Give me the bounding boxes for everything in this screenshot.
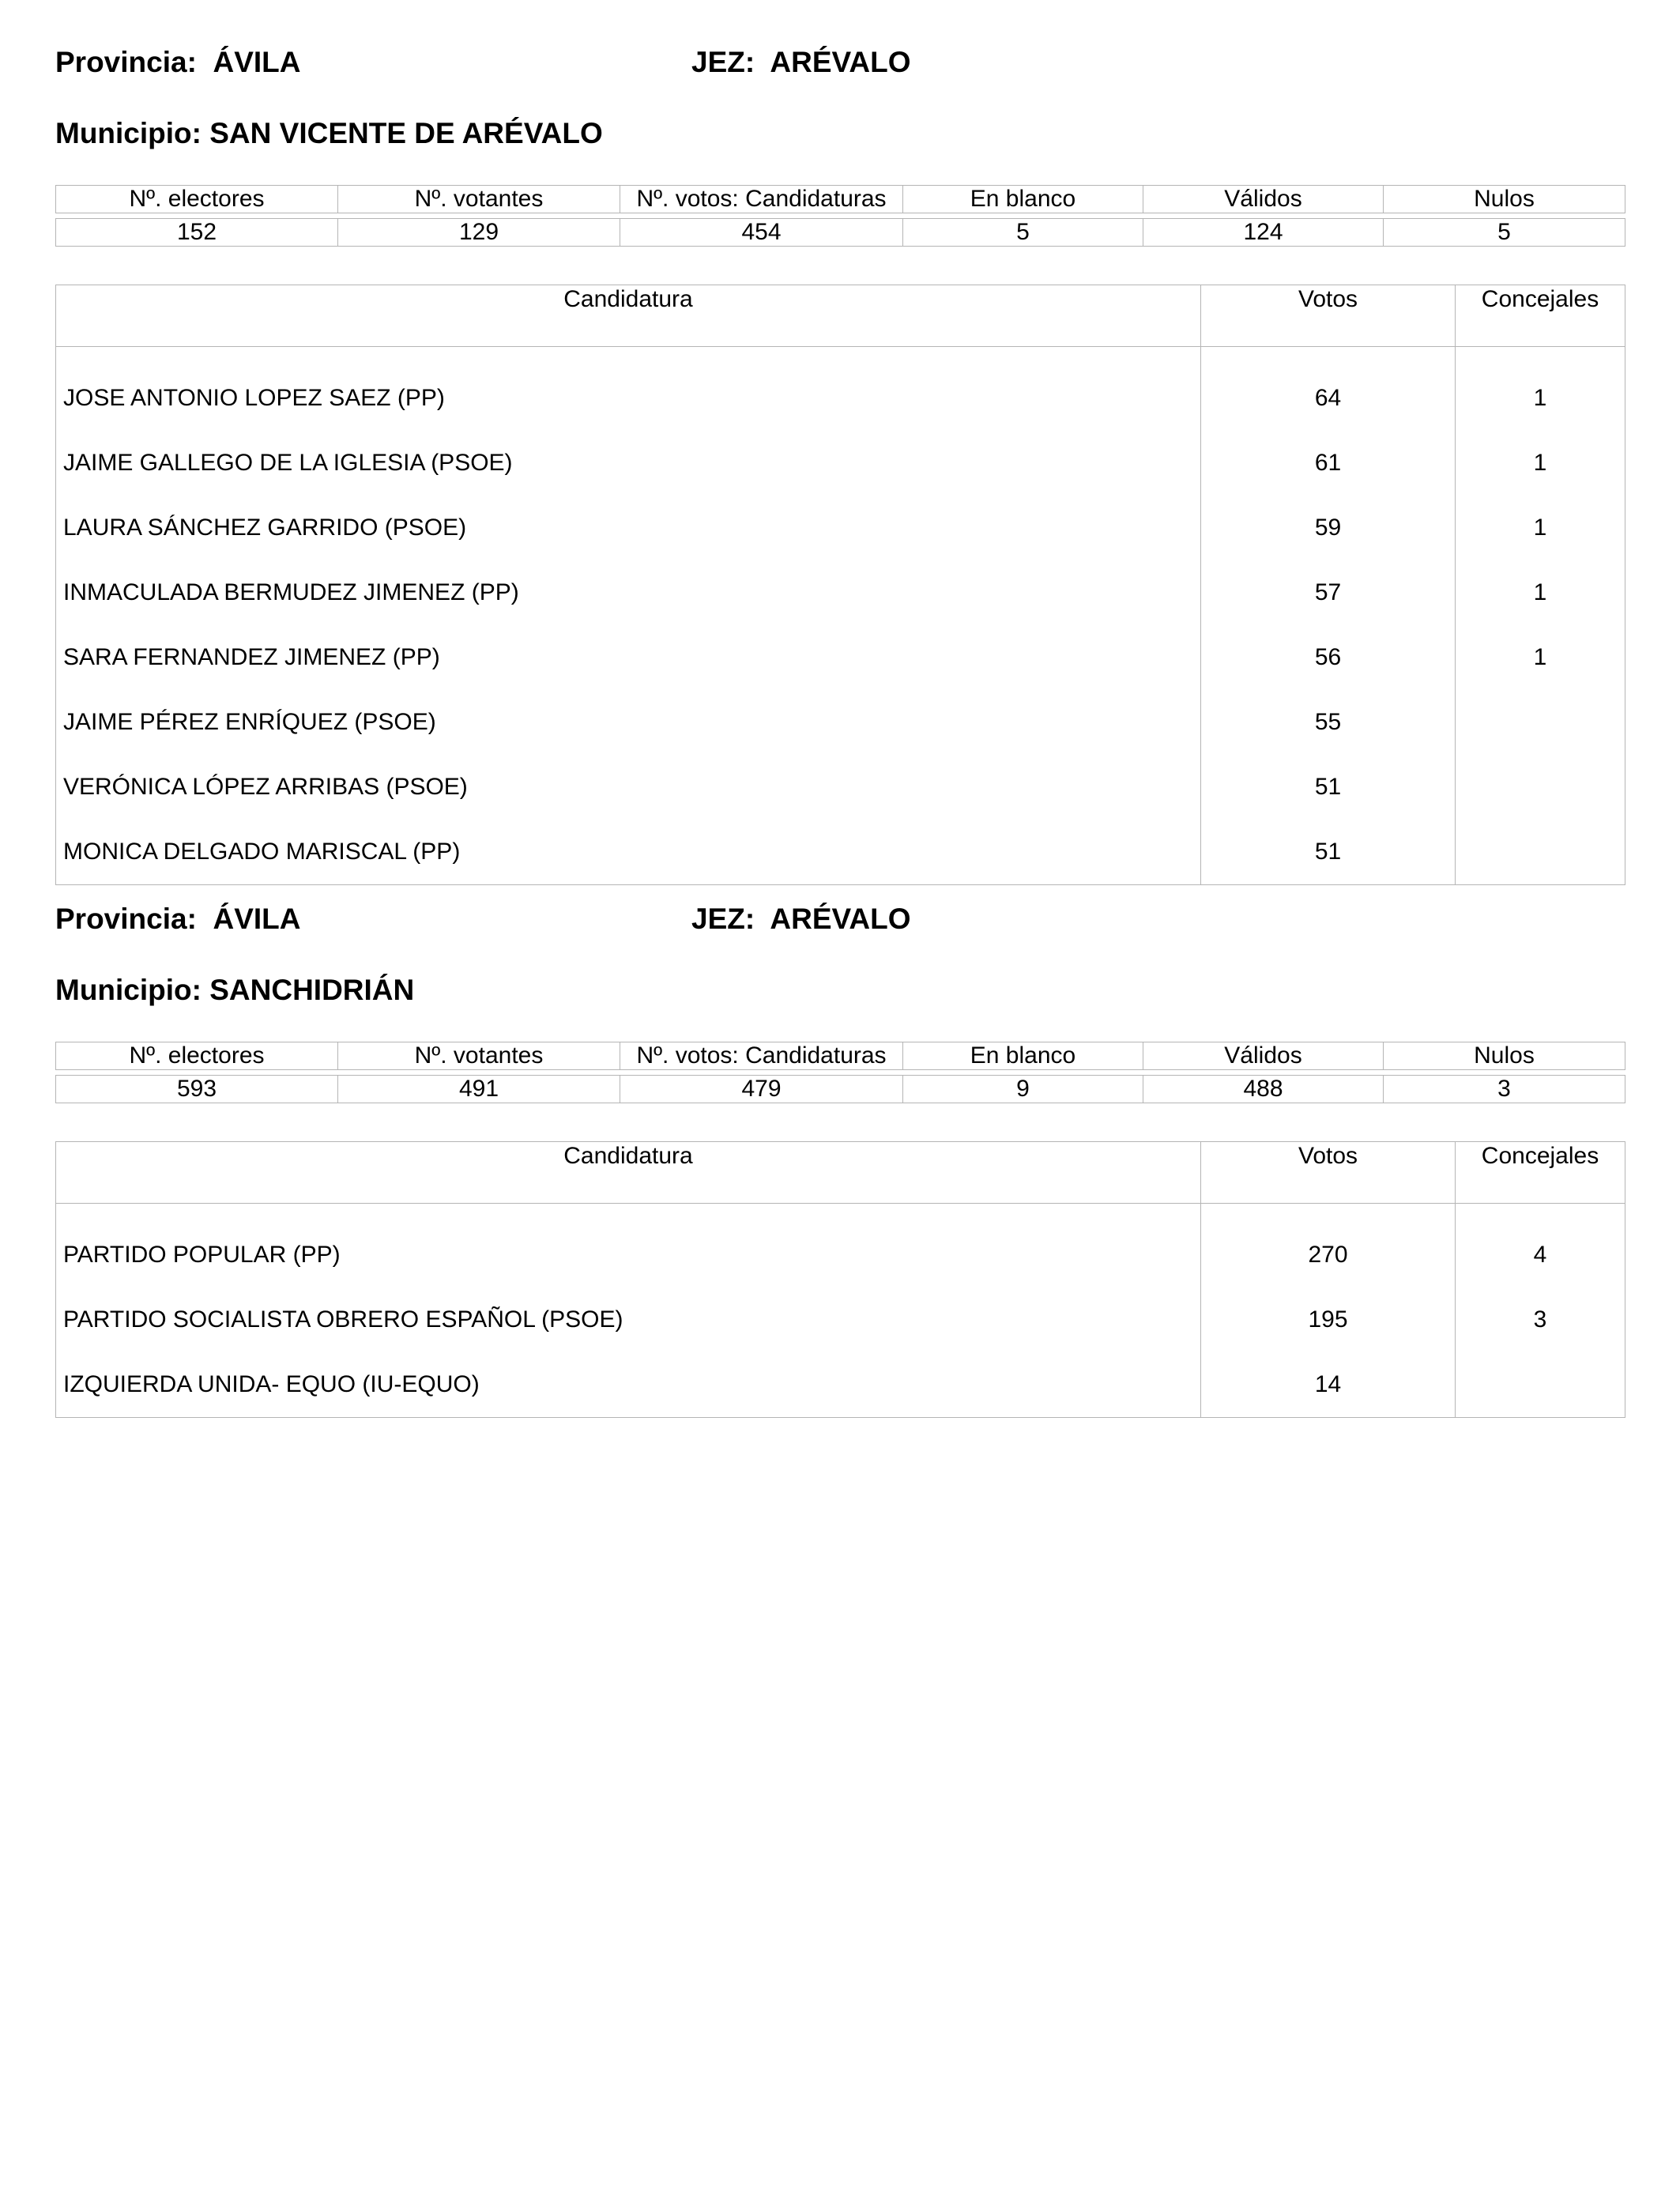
candidate-row: [56, 690, 1625, 755]
stats-header-cell: Nº. votos: Candidaturas: [620, 186, 903, 213]
candidate-name: SARA FERNANDEZ JIMENEZ (PP): [56, 625, 1201, 690]
stats-header-row: [56, 186, 1625, 213]
candidate-concejales: [1456, 820, 1625, 885]
candidatura-header: Candidatura: [56, 1142, 1201, 1204]
votos-header: Votos: [1201, 285, 1456, 347]
stats-header-cell: Nº. votantes: [338, 1042, 620, 1070]
candidate-row: [56, 431, 1625, 496]
provincia-heading: [55, 903, 300, 936]
candidate-name: MONICA DELGADO MARISCAL (PP): [56, 820, 1201, 885]
votos-header: Votos: [1201, 1142, 1456, 1204]
candidate-row: [56, 560, 1625, 625]
jez-heading: [691, 46, 911, 79]
stats-value-cell: 5: [903, 219, 1143, 247]
candidates-header-row: [56, 285, 1625, 347]
stats-header-cell: Nº. votantes: [338, 186, 620, 213]
candidate-votos: 64: [1201, 366, 1456, 431]
candidatura-header: Candidatura: [56, 285, 1201, 347]
candidate-votos: 14: [1201, 1352, 1456, 1418]
stats-table: [55, 1042, 1625, 1103]
municipio-label: Municipio:: [55, 117, 202, 149]
jez-heading: [691, 903, 911, 936]
stats-header-row: [56, 1042, 1625, 1070]
candidates-table: [55, 1141, 1625, 1418]
header-line: [55, 903, 1625, 950]
jez-value: ARÉVALO: [770, 903, 911, 935]
candidate-concejales: 1: [1533, 385, 1547, 411]
municipio-label: Municipio:: [55, 974, 202, 1006]
candidate-votos: 55: [1201, 690, 1456, 755]
provincia-label: Provincia:: [55, 46, 197, 78]
stats-value-cell: 9: [903, 1076, 1143, 1103]
candidate-concejales: 1: [1533, 644, 1547, 670]
candidate-row: [56, 1352, 1625, 1418]
stats-header-cell: En blanco: [903, 186, 1143, 213]
stats-value-row: [56, 219, 1625, 247]
municipio-value: SANCHIDRIÁN: [209, 974, 415, 1006]
candidate-votos: 61: [1201, 431, 1456, 496]
candidate-row: [56, 625, 1625, 690]
candidates-header-row: [56, 1142, 1625, 1204]
candidate-name: JAIME PÉREZ ENRÍQUEZ (PSOE): [56, 690, 1201, 755]
stats-value-row: [56, 1076, 1625, 1103]
candidate-votos: 270: [1201, 1223, 1456, 1287]
stats-header-cell: En blanco: [903, 1042, 1143, 1070]
candidate-row: [56, 755, 1625, 820]
candidate-name: LAURA SÁNCHEZ GARRIDO (PSOE): [56, 496, 1201, 560]
candidate-row: [56, 1223, 1625, 1287]
candidate-votos: 59: [1201, 496, 1456, 560]
candidate-concejales: [1456, 755, 1625, 820]
stats-value-cell: 488: [1143, 1076, 1384, 1103]
candidate-concejales: 1: [1533, 450, 1547, 476]
stats-table: [55, 185, 1625, 247]
candidate-name: VERÓNICA LÓPEZ ARRIBAS (PSOE): [56, 755, 1201, 820]
concejales-header: Concejales: [1456, 285, 1625, 347]
candidate-concejales: 1: [1533, 515, 1547, 541]
stats-header-cell: Nº. electores: [56, 1042, 338, 1070]
candidate-row: [56, 820, 1625, 885]
candidate-name: PARTIDO POPULAR (PP): [56, 1223, 1201, 1287]
stats-value-cell: 593: [56, 1076, 338, 1103]
provincia-heading: [55, 46, 300, 79]
stats-value-cell: 129: [338, 219, 620, 247]
candidate-name: PARTIDO SOCIALISTA OBRERO ESPAÑOL (PSOE): [56, 1287, 1201, 1352]
candidate-votos: 195: [1201, 1287, 1456, 1352]
municipio-value: SAN VICENTE DE ARÉVALO: [209, 117, 603, 149]
stats-header-cell: Válidos: [1143, 186, 1384, 213]
stats-value-cell: 479: [620, 1076, 903, 1103]
provincia-label: Provincia:: [55, 903, 197, 935]
candidate-concejales: 1: [1533, 579, 1547, 605]
municipio-heading: [55, 117, 603, 150]
stats-value-cell: 491: [338, 1076, 620, 1103]
candidate-row: [56, 496, 1625, 560]
candidate-votos: 56: [1201, 625, 1456, 690]
candidates-table: [55, 285, 1625, 885]
candidate-concejales: 4: [1533, 1242, 1547, 1268]
candidate-row: [56, 366, 1625, 431]
candidate-concejales: [1456, 1352, 1625, 1418]
stats-value-cell: 5: [1384, 219, 1625, 247]
municipio-heading: [55, 974, 414, 1007]
provincia-value: ÁVILA: [213, 46, 301, 78]
stats-header-cell: Nulos: [1384, 1042, 1625, 1070]
candidate-votos: 51: [1201, 820, 1456, 885]
header-line: [55, 46, 1625, 93]
stats-value-cell: 3: [1384, 1076, 1625, 1103]
candidate-name: JOSE ANTONIO LOPEZ SAEZ (PP): [56, 366, 1201, 431]
candidate-name: INMACULADA BERMUDEZ JIMENEZ (PP): [56, 560, 1201, 625]
stats-value-cell: 454: [620, 219, 903, 247]
concejales-header: Concejales: [1456, 1142, 1625, 1204]
jez-label: JEZ:: [691, 903, 755, 935]
candidate-concejales: 3: [1533, 1306, 1547, 1333]
jez-label: JEZ:: [691, 46, 755, 78]
municipio-block-san-vicente: [55, 46, 1625, 865]
provincia-value: ÁVILA: [213, 903, 301, 935]
municipio-block-sanchidrian: [55, 903, 1625, 1397]
candidate-concejales: [1456, 690, 1625, 755]
candidate-votos: 51: [1201, 755, 1456, 820]
stats-header-cell: Nº. electores: [56, 186, 338, 213]
candidate-name: JAIME GALLEGO DE LA IGLESIA (PSOE): [56, 431, 1201, 496]
candidate-name: IZQUIERDA UNIDA- EQUO (IU-EQUO): [56, 1352, 1201, 1418]
stats-value-cell: 152: [56, 219, 338, 247]
stats-header-cell: Válidos: [1143, 1042, 1384, 1070]
stats-header-cell: Nº. votos: Candidaturas: [620, 1042, 903, 1070]
stats-header-cell: Nulos: [1384, 186, 1625, 213]
candidate-votos: 57: [1201, 560, 1456, 625]
candidate-row: [56, 1287, 1625, 1352]
jez-value: ARÉVALO: [770, 46, 911, 78]
stats-value-cell: 124: [1143, 219, 1384, 247]
